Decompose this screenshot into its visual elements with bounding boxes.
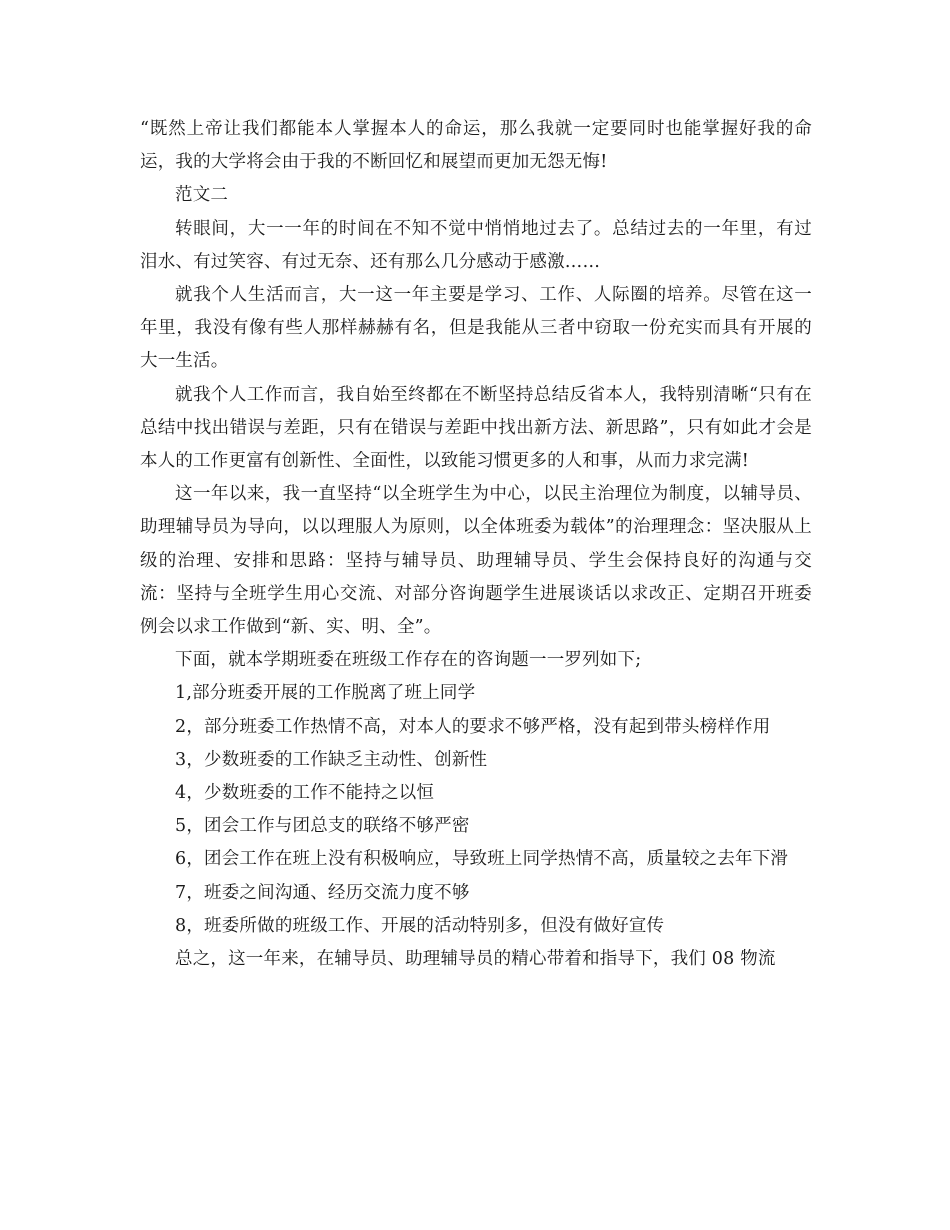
list-item-issue-4: 4，少数班委的工作不能持之以恒	[175, 783, 435, 804]
paragraph-management-philosophy: 这一年以来，我一直坚持“以全班学生为中心，以民主治理位为制度，以辅导员、助理辅导员为导向，以以理服人为原则，以全体班委为载体”的治理理念：坚决服从上级的治理、安排和思路：坚持与辅导员、助理辅导员、学生会保持良好的沟通与交流：坚持与全班学生用心交流、对部分咨询题学生进展谈话以求改正、定期召开班委例会以求工作做到“新、实、明、全”。	[140, 484, 812, 638]
paragraph-personal-life: 就我个人生活而言，大一这一年主要是学习、工作、人际圈的培养。尽管在这一年里，我没有像有些人那样赫赫有名，但是我能从三者中窃取一份充实而具有开展的大一生活。	[140, 285, 812, 372]
paragraph-issues-intro: 下面，就本学期班委在班级工作存在的咨询题一一罗列如下;	[175, 650, 642, 671]
list-item-issue-3: 3，少数班委的工作缺乏主动性、创新性	[175, 749, 488, 770]
list-item-issue-7: 7，班委之间沟通、经历交流力度不够	[175, 882, 470, 903]
list-item-issue-2: 2，部分班委工作热情不高，对本人的要求不够严格，没有起到带头榜样作用	[175, 716, 771, 737]
paragraph-summary: 总之，这一年来，在辅导员、助理辅导员的精心带着和指导下，我们 08 物流	[175, 949, 776, 970]
document-body	[140, 113, 812, 976]
paragraph-quote-conclusion: “既然上帝让我们都能本人掌握本人的命运，那么我就一定要同时也能掌握好我的命运，我的大学将会由于我的不断回忆和展望而更加无怨无悔!	[140, 119, 812, 173]
list-item-issue-6: 6，团会工作在班上没有积极响应，导致班上同学热情不高，质量较之去年下滑	[175, 849, 789, 870]
list-item-issue-1: 1,部分班委开展的工作脱离了班上同学	[175, 683, 476, 704]
list-item-issue-5: 5，团会工作与团总支的联络不够严密	[175, 816, 470, 837]
paragraph-personal-work: 就我个人工作而言，我自始至终都在不断坚持总结反省本人，我特别清晰“只有在总结中找出错误与差距，只有在错误与差距中找出新方法、新思路”，只有如此才会是本人的工作更富有创新性、全面性，以致能习惯更多的人和事，从而力求完满!	[140, 384, 812, 472]
section-heading-sample-two: 范文二	[175, 185, 229, 206]
list-item-issue-8: 8，班委所做的班级工作、开展的活动特别多，但没有做好宣传	[175, 915, 665, 936]
paragraph-intro: 转眼间，大一一年的时间在不知不觉中悄悄地过去了。总结过去的一年里，有过泪水、有过笑容、有过无奈、还有那么几分感动于感激……	[140, 218, 812, 272]
